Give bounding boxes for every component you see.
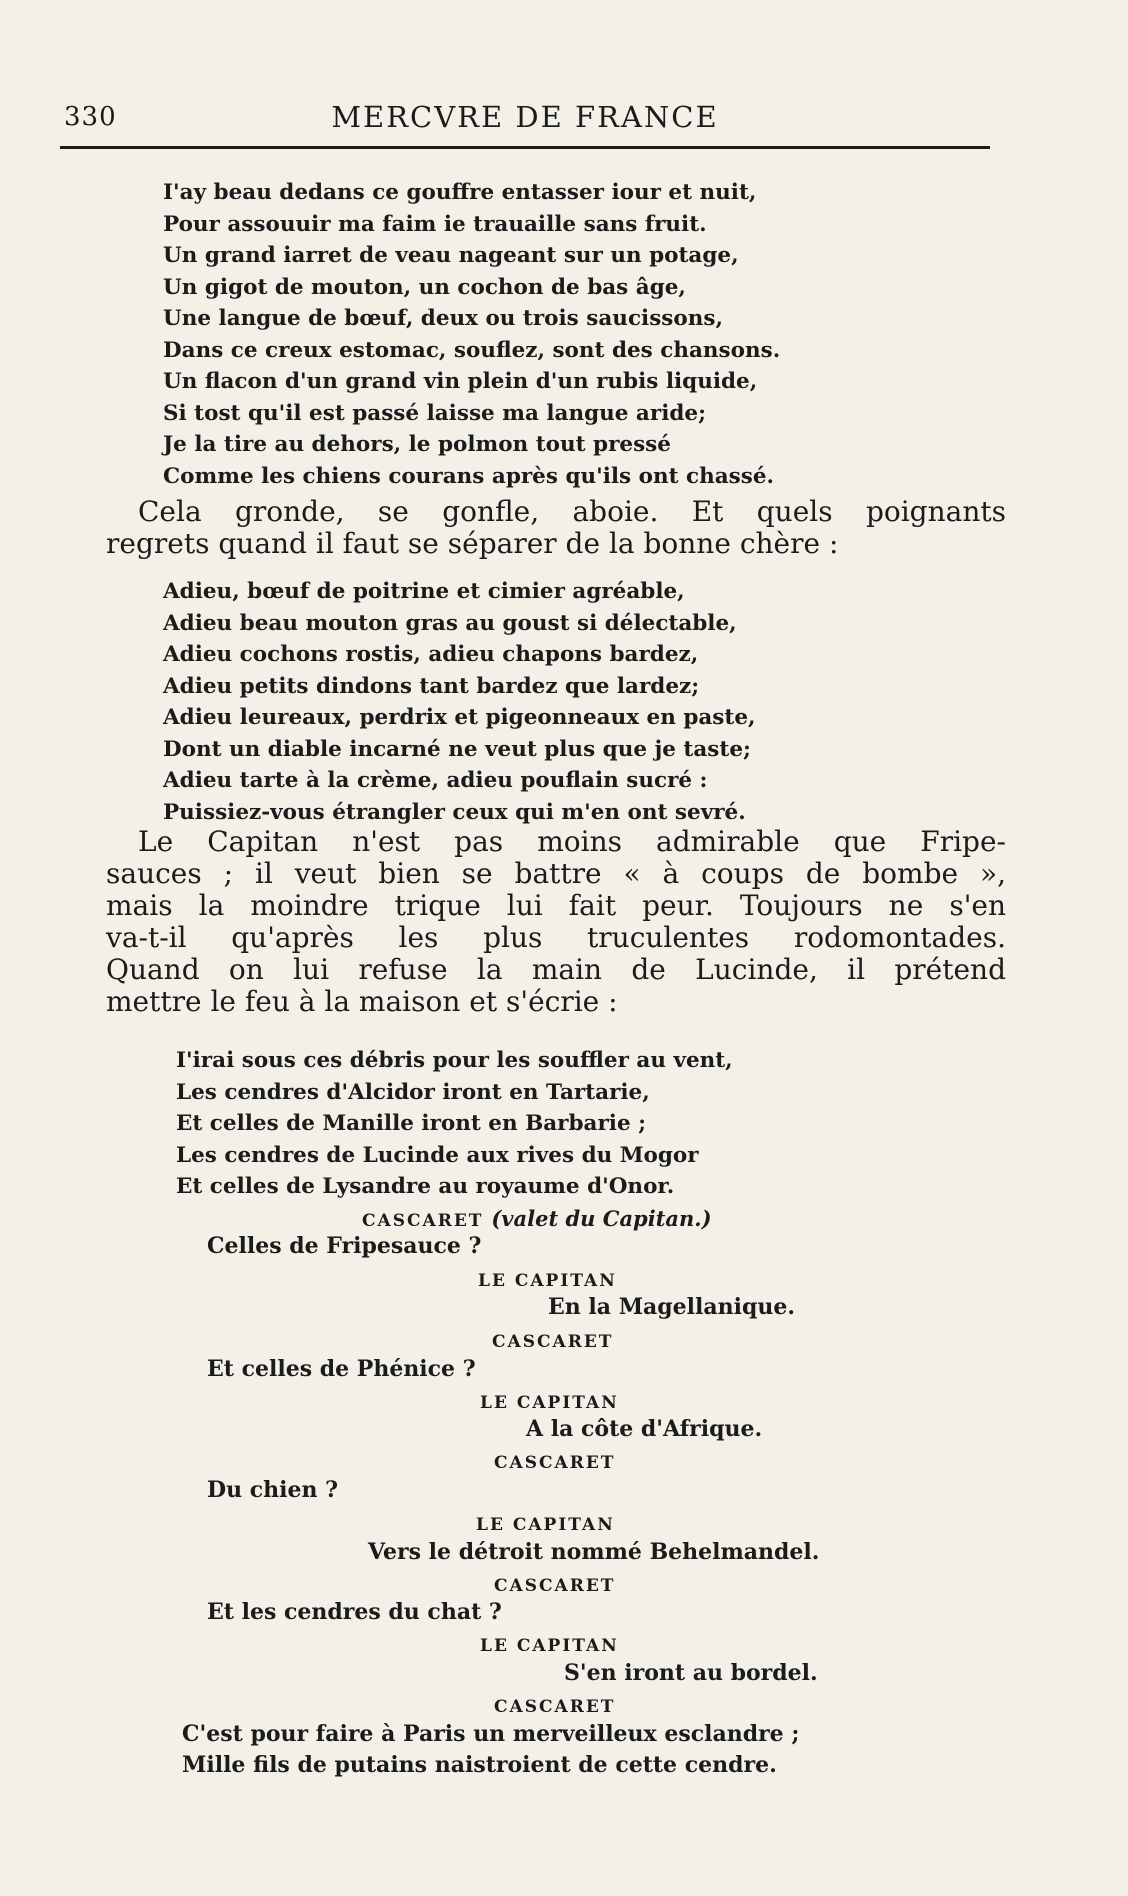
verse-line: I'irai sous ces débris pour les souffler au vent, (176, 1048, 733, 1073)
speech-line: Mille fils de putains naistroient de cette cendre. (182, 1752, 777, 1778)
speaker-label: LE CAPITAN (478, 1271, 617, 1291)
verse-line: Adieu cochons rostis, adieu chapons bardez, (163, 642, 699, 667)
prose-line: regrets quand il faut se séparer de la bonne chère : (106, 527, 839, 560)
speech-line: Et les cendres du chat ? (207, 1599, 502, 1625)
verse-line: Pour assouuir ma faim ie trauaille sans fruit. (163, 211, 707, 237)
verse-line: Si tost qu'il est passé laisse ma langue aride; (163, 400, 707, 426)
speech-line: C'est pour faire à Paris un merveilleux esclandre ; (182, 1721, 800, 1747)
verse-line: Et celles de Manille iront en Barbarie ; (176, 1111, 647, 1136)
speech-line: A la côte d'Afrique. (526, 1416, 763, 1442)
page-header (60, 98, 990, 138)
stage-note: (valet du Capitan.) (491, 1206, 712, 1231)
speaker-label: LE CAPITAN (476, 1515, 615, 1535)
verse-line: Un grand iarret de veau nageant sur un potage, (163, 243, 739, 268)
verse-line: Adieu tarte à la crème, adieu pouflain sucré : (163, 768, 708, 793)
prose-line: mettre le feu à la maison et s'écrie : (106, 985, 618, 1018)
verse-block-2 (163, 576, 983, 828)
verse-line: Adieu leureaux, perdrix et pigeonneaux en paste, (163, 705, 756, 730)
header-rule (60, 146, 990, 149)
verse-line: Un gigot de mouton, un cochon de bas âge, (163, 274, 686, 300)
speech-line: En la Magellanique. (548, 1294, 796, 1320)
verse-line: Une langue de bœuf, deux ou trois saucissons, (163, 306, 723, 331)
verse-line: I'ay beau dedans ce gouffre entasser iour et nuit, (163, 180, 757, 205)
page-number: 330 (64, 102, 117, 132)
verse-line: Dans ce creux estomac, souflez, sont des chansons. (163, 337, 781, 363)
verse-line: Adieu, bœuf de poitrine et cimier agréable, (163, 579, 685, 604)
prose-paragraph-2 (106, 826, 1006, 1018)
speaker-label: CASCARET (492, 1332, 614, 1352)
speaker-label: LE CAPITAN (480, 1636, 619, 1656)
verse-line: Dont un diable incarné ne veut plus que je taste; (163, 736, 751, 762)
verse-line: Comme les chiens courans après qu'ils ont chassé. (163, 463, 775, 489)
verse-line: Je la tire au dehors, le polmon tout pressé (163, 432, 671, 457)
verse-line: Puissiez-vous étrangler ceux qui m'en ont sevré. (163, 799, 746, 825)
verse-line: Et celles de Lysandre au royaume d'Onor. (176, 1174, 675, 1199)
verse-line: Un flacon d'un grand vin plein d'un rubis liquide, (163, 369, 758, 394)
prose-line: va-t-il qu'après les plus truculentes rodomontades. (106, 921, 1006, 954)
speaker-label: CASCARET (494, 1453, 616, 1473)
verse-block-3 (176, 1045, 996, 1203)
speaker-label (362, 1206, 712, 1231)
speaker-label: CASCARET (494, 1697, 616, 1717)
verse-line: Les cendres de Lucinde aux rives du Mogor (176, 1142, 699, 1168)
speaker-name: CASCARET (362, 1211, 484, 1231)
verse-line: Adieu beau mouton gras au goust si délectable, (163, 610, 737, 636)
prose-line: sauces ; il veut bien se battre « à coups de bombe », (106, 857, 1006, 890)
prose-line: Le Capitan n'est pas moins admirable que Fripe- (138, 825, 1006, 858)
verse-block-1 (163, 177, 983, 492)
speech-line: S'en iront au bordel. (564, 1660, 818, 1686)
prose-line: Quand on lui refuse la main de Lucinde, il prétend (106, 953, 1006, 986)
speaker-label: CASCARET (494, 1576, 616, 1596)
prose-line: Cela gronde, se gonfle, aboie. Et quels poignants (138, 495, 1006, 528)
speaker-label: LE CAPITAN (480, 1393, 619, 1413)
verse-line: Les cendres d'Alcidor iront en Tartarie, (176, 1079, 650, 1105)
speech-line: Du chien ? (207, 1477, 339, 1503)
speech-line: Celles de Fripesauce ? (207, 1233, 482, 1259)
prose-paragraph-1 (106, 496, 1006, 560)
speech-line: Et celles de Phénice ? (207, 1356, 476, 1382)
speech-line: Vers le détroit nommé Behelmandel. (368, 1539, 820, 1565)
verse-line: Adieu petits dindons tant bardez que lardez; (163, 673, 700, 699)
running-title: MERCVRE DE FRANCE (331, 100, 719, 134)
prose-line: mais la moindre trique lui fait peur. Toujours ne s'en (106, 889, 1006, 922)
